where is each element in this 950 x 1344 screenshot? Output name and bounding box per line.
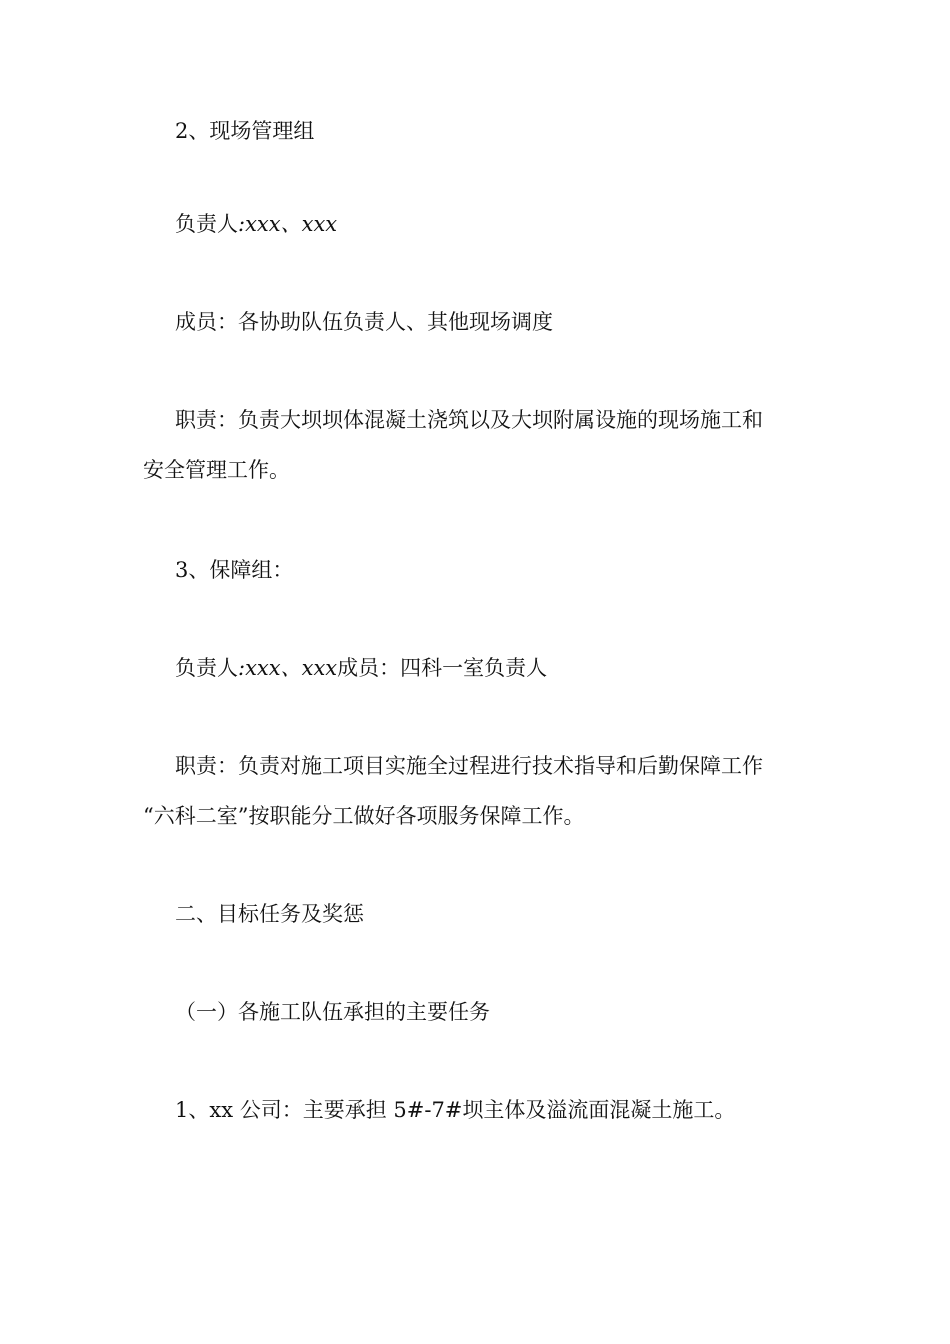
- subsection-heading-main-tasks: （一）各施工队伍承担的主要任务: [175, 1000, 490, 1024]
- responsible-label: 负责人: [175, 212, 238, 236]
- colon: :: [238, 656, 246, 680]
- task-item-1: 1、xx 公司：主要承担 5#-7#坝主体及溢流面混凝土施工。: [175, 1098, 736, 1122]
- responsible-person-line: [175, 209, 337, 239]
- section-heading-site-management: 2、现场管理组: [175, 119, 315, 143]
- support-duties-continuation: “六科二室”按职能分工做好各项服务保障工作。: [143, 804, 585, 828]
- support-responsible-line: [175, 653, 547, 683]
- support-duties-line: 职责：负责对施工项目实施全过程进行技术指导和后勤保障工作: [175, 754, 763, 778]
- duties-line: 职责：负责大坝坝体混凝土浇筑以及大坝附属设施的现场施工和: [175, 408, 763, 432]
- members-line: 成员：各协助队伍负责人、其他现场调度: [175, 310, 553, 334]
- responsible-names: xxx、xxx: [245, 212, 338, 236]
- members-text: 成员：四科一室负责人: [337, 656, 548, 680]
- duties-continuation: 安全管理工作。: [143, 458, 290, 482]
- section-heading-objectives: 二、目标任务及奖惩: [175, 902, 364, 926]
- colon: :: [238, 212, 246, 236]
- section-heading-support-group: 3、保障组：: [175, 558, 294, 582]
- responsible-label: 负责人: [175, 656, 238, 680]
- responsible-names: xxx、xxx: [245, 656, 338, 680]
